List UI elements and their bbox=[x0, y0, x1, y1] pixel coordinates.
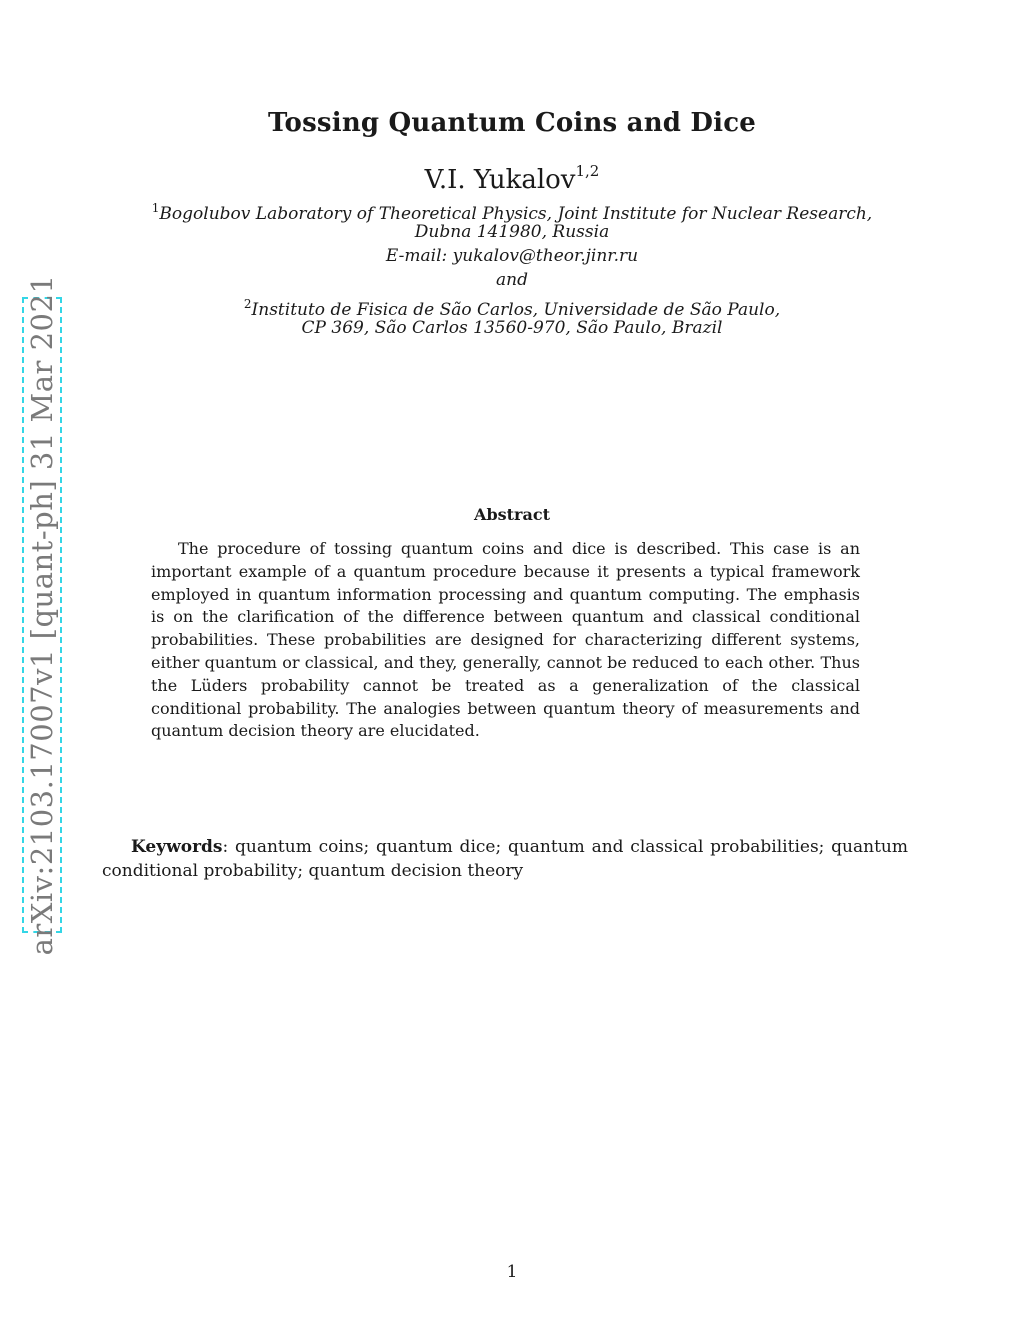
affiliation-2-line-2: CP 369, São Carlos 13560-970, São Paulo, Brazil bbox=[301, 318, 723, 338]
author-name: V.I. Yukalov bbox=[424, 165, 576, 195]
arxiv-identifier: arXiv:2103.17007v1 [quant-ph] 31 Mar 2021 bbox=[25, 274, 59, 956]
author-email: E-mail: yukalov@theor.jinr.ru bbox=[385, 246, 639, 266]
affiliation-2-text: Instituto de Fisica de São Carlos, Universidade de São Paulo, bbox=[251, 300, 781, 320]
keywords-paragraph bbox=[102, 835, 908, 883]
paper-title: Tossing Quantum Coins and Dice bbox=[267, 108, 757, 138]
affiliation-conjunction: and bbox=[496, 270, 528, 290]
abstract-body: The procedure of tossing quantum coins and dice is described. This case is an important example of a quantum procedure because it presents a typical framework employed in quantum information processing and quantum computing. The emphasis is on the clarification of the difference between quantum and classical conditional probabilities. These probabilities are designed for characterizing different systems, either quantum or classical, and they, generally, cannot be reduced to each other. Thus the Lüders probability cannot be treated as a generalization of the classical conditional probability. The analogies between quantum theory of measurements and quantum decision theory are elucidated. bbox=[151, 539, 860, 741]
affiliation-1-mark: 1 bbox=[151, 201, 160, 215]
keywords-list: : quantum coins; quantum dice; quantum and classical probabilities; quantum conditional probability; quantum decision theory bbox=[102, 837, 908, 881]
affiliation-2-mark: 2 bbox=[243, 297, 252, 311]
page-number: 1 bbox=[506, 1262, 518, 1282]
affiliation-1-text: Bogolubov Laboratory of Theoretical Physics, Joint Institute for Nuclear Research, bbox=[159, 204, 873, 224]
author-line bbox=[0, 162, 1024, 195]
keywords-label: Keywords bbox=[131, 837, 223, 857]
author-affiliation-marks: 1,2 bbox=[575, 162, 600, 180]
abstract-heading: Abstract bbox=[474, 505, 550, 524]
affiliation-1-line-2: Dubna 141980, Russia bbox=[414, 222, 610, 242]
